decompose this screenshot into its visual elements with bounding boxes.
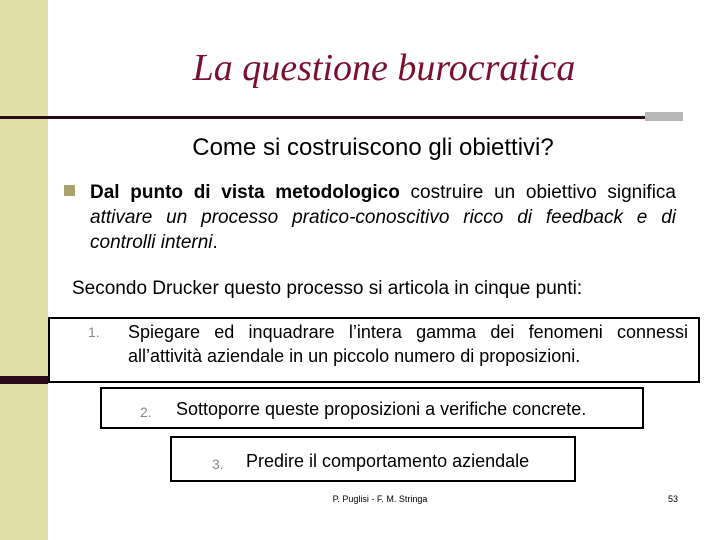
point-3-number: 3.	[212, 456, 224, 472]
point-2	[140, 396, 640, 422]
bullet-italic-text: attivare un processo pratico-conoscitivo ricco di feedback e di controlli interni	[90, 207, 676, 253]
point-3-text: Predire il comportamento aziendale	[246, 451, 530, 471]
bullet-plain-text: costruire un obiettivo significa	[399, 182, 676, 203]
intro-paragraph: Secondo Drucker questo processo si articola in cinque punti:	[72, 278, 583, 299]
square-bullet-icon	[64, 185, 75, 196]
slide-subtitle: Come si costruiscono gli obiettivi?	[192, 134, 554, 161]
slide-title: La questione burocratica	[192, 47, 576, 89]
point-2-text: Sottoporre queste proposizioni a verifiche concrete.	[176, 399, 587, 419]
bullet-text	[90, 180, 676, 255]
point-3	[212, 448, 572, 474]
bullet-period: .	[212, 232, 218, 253]
point-1	[88, 320, 688, 368]
page-number: 53	[667, 494, 678, 504]
point-1-number: 1.	[88, 324, 100, 340]
sidebar-rule	[0, 376, 48, 384]
point-1-text: Spiegare ed inquadrare l’intera gamma dei fenomeni connessi all’attività aziendale in un piccolo numero di proposizioni.	[128, 322, 688, 366]
title-rule-accent	[645, 112, 683, 121]
point-2-number: 2.	[140, 404, 152, 420]
title-rule	[0, 116, 645, 119]
bullet-point	[64, 180, 676, 255]
sidebar-band	[0, 0, 48, 540]
footer-authors: P. Puglisi - F. M. Stringa	[332, 494, 428, 504]
bullet-bold-text: Dal punto di vista metodologico	[90, 182, 400, 203]
